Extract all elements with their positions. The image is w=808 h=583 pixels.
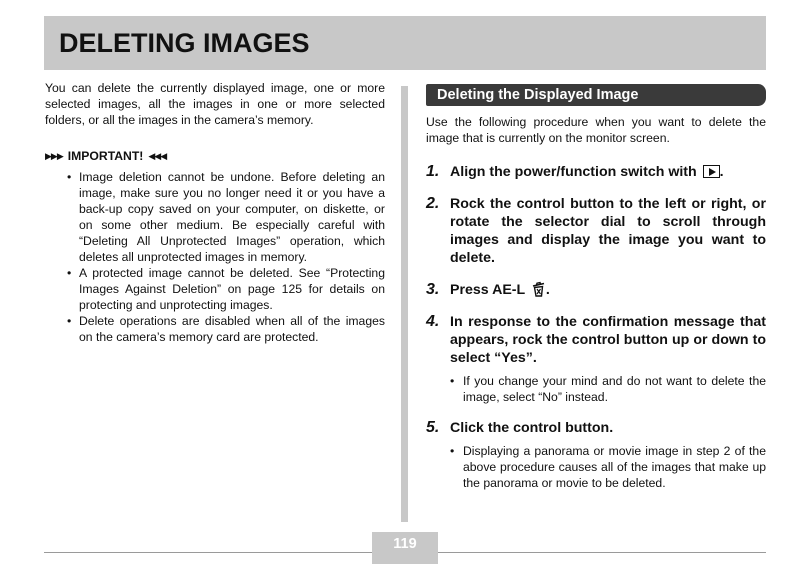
page-title: DELETING IMAGES bbox=[59, 28, 310, 58]
important-label: IMPORTANT! bbox=[67, 149, 144, 163]
step-text: Press AE-L bbox=[450, 282, 525, 298]
trash-icon bbox=[531, 281, 546, 297]
step-5 bbox=[426, 419, 766, 491]
step-2 bbox=[426, 195, 766, 267]
step-note: • If you change your mind and do not want to delete the image, select “No” instead. bbox=[450, 373, 766, 405]
page-number: 119 bbox=[372, 532, 438, 564]
step-text: Align the power/function switch with bbox=[450, 164, 697, 180]
column-divider bbox=[401, 86, 408, 522]
arrows-right-icon: ▶▶▶ bbox=[45, 150, 63, 161]
step-number: 2. bbox=[426, 195, 440, 212]
list-item: • Delete operations are disabled when all of the images on the camera’s memory card are protected. bbox=[67, 313, 385, 345]
step-1: 1. Align the power/function switch with . bbox=[426, 163, 724, 180]
arrows-left-icon: ◀◀◀ bbox=[148, 150, 167, 161]
step-text: Click the control button. bbox=[450, 420, 614, 436]
important-heading bbox=[45, 149, 385, 163]
important-list bbox=[67, 169, 385, 345]
step-text: Rock the control button to the left or right, or rotate the selector dial to scroll through images and display the image you want to delete. bbox=[450, 196, 766, 266]
left-column bbox=[45, 80, 385, 345]
step-3: 3. Press AE-L . bbox=[426, 281, 550, 298]
list-item: • A protected image cannot be deleted. See “Protecting Images Against Deletion” on page 125 for details on protecting and unprotecting images. bbox=[67, 265, 385, 313]
step-number: 4. bbox=[426, 313, 440, 330]
step-number: 1. bbox=[426, 163, 440, 180]
step-4 bbox=[426, 313, 766, 405]
section-title: Deleting the Displayed Image bbox=[426, 84, 766, 106]
step-text: In response to the confirmation message that appears, rock the control button up or down to select “Yes”. bbox=[450, 314, 766, 366]
list-item: • Image deletion cannot be undone. Before deleting an image, make sure you no longer need it or you have a back-up copy saved on your computer, on diskette, or on some other medium. Be especially careful with “Deleting All Unprotected Images” operation, which deletes all unprotected images in memory. bbox=[67, 169, 385, 265]
step-number: 3. bbox=[426, 281, 440, 298]
step-number: 5. bbox=[426, 419, 440, 436]
intro-paragraph: You can delete the currently displayed image, one or more selected images, all the images in one or more selected folders, or all the images in the camera’s memory. bbox=[45, 81, 385, 127]
section-intro: Use the following procedure when you want to delete the image that is currently on the monitor screen. bbox=[426, 115, 766, 145]
play-icon bbox=[703, 165, 720, 178]
page-header bbox=[44, 16, 766, 70]
right-column bbox=[426, 84, 766, 491]
step-note: • Displaying a panorama or movie image in step 2 of the above procedure causes all of the images that make up the panorama or movie to be deleted. bbox=[450, 443, 766, 491]
